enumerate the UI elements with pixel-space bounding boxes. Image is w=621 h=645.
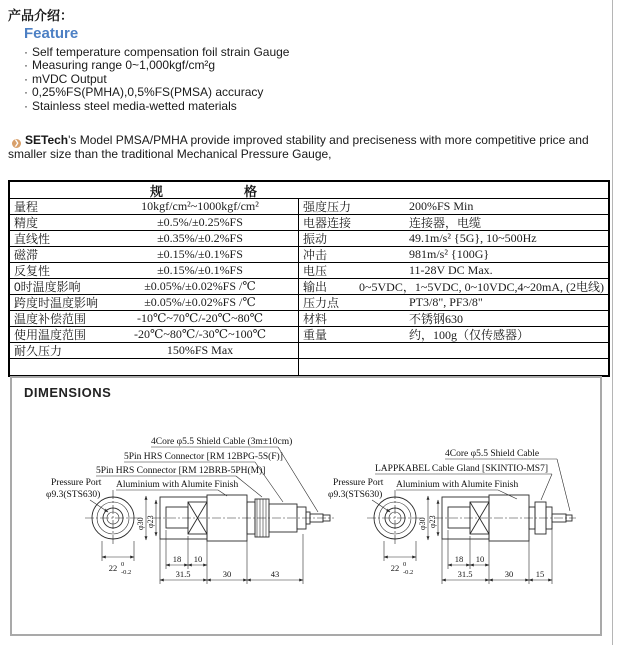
- spec-table-header: [10, 182, 608, 199]
- dim-43: 43: [270, 569, 280, 579]
- spec-right-value: 49.1m/s² {5G}, 10~500Hz: [409, 231, 537, 245]
- dim-flat: 22: [390, 563, 400, 573]
- spec-table: [8, 180, 610, 377]
- spec-table-row: [10, 231, 608, 247]
- page-edge-divider: [612, 0, 613, 645]
- note-text: 's Model PMSA/PMHA provide improved stability and preciseness with more competitive price and smaller size than the traditional Mechanical Pressure Gauge,: [8, 133, 589, 161]
- label-connector-f: 5Pin HRS Connector [RM 12BPG-5S(F)]: [124, 452, 283, 462]
- feature-item: [24, 59, 584, 72]
- feature-item-text: mVDC Output: [32, 71, 107, 86]
- spec-cell-left: [10, 231, 299, 246]
- spec-cell-left: [10, 311, 299, 326]
- dim-18: 18: [172, 554, 182, 564]
- spec-left-value: -20℃~80℃/-30℃~100℃: [133, 327, 266, 341]
- drawing-left: [46, 436, 334, 584]
- label-cable-gland: LAPPKABEL Cable Gland [SKINTIO-MS7]: [375, 464, 549, 474]
- spec-table-row: [10, 311, 608, 327]
- label-port-dia: φ9.3(STS630): [328, 490, 383, 500]
- spec-right-label: 电器连接: [303, 216, 352, 230]
- dim-tol-dn: -0.2: [121, 569, 132, 576]
- spec-left-label: 反复性: [14, 264, 51, 278]
- feature-heading: Feature: [24, 25, 79, 42]
- spec-cell-right: [299, 231, 608, 246]
- spec-left-value: -10℃~70℃/-20℃~80℃: [136, 311, 263, 325]
- spec-cell-right: [299, 343, 608, 358]
- feature-list: [24, 46, 584, 113]
- spec-cell-left: [10, 247, 299, 262]
- spec-header-char1: 规: [150, 183, 164, 199]
- spec-table-row: [10, 215, 608, 231]
- spec-left-value: 150%FS Max: [166, 343, 234, 357]
- spec-left-value: ±0.5%/±0.25%FS: [157, 215, 243, 229]
- spec-left-label: 量程: [14, 200, 39, 214]
- spec-left-label: 直线性: [14, 232, 51, 246]
- dim-dia23: φ23: [428, 515, 437, 528]
- spec-cell-left: [10, 295, 299, 310]
- feature-item-text: Stainless steel media-wetted materials: [32, 98, 237, 113]
- spec-cell-left: [10, 343, 299, 358]
- dim-dia30: φ30: [136, 517, 145, 530]
- spec-left-label: 跨度时温度影响: [14, 296, 99, 310]
- spec-right-value: PT3/8", PF3/8": [409, 295, 483, 309]
- spec-right-value: 约，100g（仅传感器）: [409, 328, 530, 342]
- spec-right-value: 不锈钢630: [409, 312, 464, 326]
- drawing-right: [328, 449, 576, 584]
- spec-cell-right: [299, 311, 608, 326]
- spec-cell-left: [10, 199, 299, 214]
- spec-left-value: ±0.35%/±0.2%FS: [157, 231, 243, 245]
- dim-flat: 22: [108, 563, 118, 573]
- dim-tol-up: 0: [403, 561, 407, 568]
- spec-right-value: 11-28V DC Max.: [409, 263, 493, 277]
- spec-left-label: 磁滞: [14, 248, 39, 262]
- spec-right-label: 冲击: [303, 248, 328, 262]
- label-material: Aluminium with Alumite Finish: [116, 480, 239, 490]
- dim-18: 18: [454, 554, 464, 564]
- spec-table-row: [10, 279, 608, 295]
- dim-31-5: 31.5: [457, 569, 473, 579]
- spec-table-row: [10, 263, 608, 279]
- dim-tol-up: 0: [121, 561, 125, 568]
- page-title: 产品介绍：: [8, 8, 74, 23]
- spec-right-value: 200%FS Min: [409, 199, 474, 213]
- brand-note: [8, 134, 608, 162]
- spec-table-body: [10, 199, 608, 375]
- note-bullet-icon: ❯: [13, 139, 20, 147]
- dim-10: 10: [475, 554, 485, 564]
- spec-left-value: 10kgf/cm²~1000kgf/cm²: [141, 199, 259, 213]
- spec-cell-right: [299, 199, 608, 214]
- spec-table-row: [10, 295, 608, 311]
- spec-left-value: ±0.15%/±0.1%FS: [157, 263, 243, 277]
- spec-cell-left: [10, 359, 299, 375]
- feature-item: [24, 73, 584, 86]
- label-material: Aluminium with Alumite Finish: [396, 480, 519, 490]
- spec-table-row: [10, 199, 608, 215]
- bullet-dot: ·: [24, 45, 28, 59]
- spec-table-row: [10, 327, 608, 343]
- dimension-drawings: [12, 378, 600, 634]
- spec-left-value: ±0.05%/±0.02%FS /℃: [144, 279, 256, 293]
- spec-right-label: 压力点: [303, 296, 340, 310]
- feature-item-text: 0,25%FS(PMHA),0,5%FS(PMSA) accuracy: [32, 85, 264, 100]
- spec-right-label: 电压: [303, 264, 328, 278]
- spec-left-label: 耐久压力: [14, 344, 63, 358]
- spec-right-label: 输出: [303, 280, 328, 294]
- label-port-dia: φ9.3(STS630): [46, 490, 101, 500]
- spec-left-label: 精度: [14, 216, 39, 230]
- dim-10: 10: [193, 554, 203, 564]
- feature-item: [24, 100, 584, 113]
- spec-right-value: 0~5VDC，1~5VDC, 0~10VDC,4~20mA, (2电线): [359, 280, 604, 294]
- spec-left-label: 0时温度影响: [14, 280, 81, 294]
- bullet-dot: ·: [24, 85, 28, 100]
- dim-dia23: φ23: [146, 515, 155, 528]
- spec-cell-right: [299, 263, 608, 278]
- spec-cell-right: [299, 327, 608, 342]
- label-shield-cable: 4Core φ5.5 Shield Cable (3m±10cm): [151, 437, 293, 447]
- spec-table-row: [10, 247, 608, 263]
- bullet-dot: ·: [24, 71, 28, 86]
- label-connector-m: 5Pin HRS Connector [RM 12BRB-5PH(M)]: [96, 466, 266, 476]
- bullet-dot: ·: [24, 98, 28, 113]
- spec-left-value: ±0.15%/±0.1%FS: [157, 247, 243, 261]
- spec-cell-right: [299, 247, 608, 262]
- spec-cell-right: [299, 215, 608, 230]
- spec-cell-left: [10, 263, 299, 278]
- dim-30: 30: [222, 569, 232, 579]
- spec-right-value: 981m/s² {100G}: [409, 247, 490, 261]
- label-pressure-port: Pressure Port: [51, 478, 102, 488]
- spec-table-row: [10, 343, 608, 359]
- spec-right-label: 振动: [303, 232, 328, 246]
- dim-31-5: 31.5: [175, 569, 191, 579]
- feature-item: [24, 86, 584, 99]
- feature-item-text: Measuring range 0~1,000kgf/cm²g: [32, 58, 216, 73]
- spec-cell-left: [10, 327, 299, 342]
- spec-right-label: 材料: [303, 312, 328, 326]
- spec-left-label: 使用温度范围: [14, 328, 87, 342]
- label-shield-cable: 4Core φ5.5 Shield Cable: [445, 449, 540, 459]
- spec-cell-left: [10, 215, 299, 230]
- spec-cell-right: [299, 279, 608, 294]
- spec-table-row: [10, 359, 608, 375]
- dim-tol-dn: -0.2: [403, 569, 414, 576]
- spec-cell-left: [10, 279, 299, 294]
- spec-right-label: 强度压力: [303, 200, 352, 214]
- feature-item-text: Self temperature compensation foil strain Gauge: [32, 45, 290, 59]
- dim-30: 30: [504, 569, 514, 579]
- spec-right-label: 重量: [303, 328, 328, 342]
- spec-left-label: 温度补偿范围: [14, 312, 87, 326]
- spec-left-value: ±0.05%/±0.02%FS /℃: [144, 295, 256, 309]
- brand-name: SETech: [25, 133, 69, 147]
- spec-cell-right: [299, 359, 608, 375]
- spec-right-value: 连接器，电缆: [409, 216, 482, 230]
- bullet-dot: ·: [24, 58, 28, 73]
- label-pressure-port: Pressure Port: [333, 478, 384, 488]
- spec-cell-right: [299, 295, 608, 310]
- dimensions-heading: DIMENSIONS: [24, 385, 112, 400]
- dim-15: 15: [535, 569, 545, 579]
- spec-header-char2: 格: [244, 183, 258, 199]
- dimensions-panel: [10, 376, 602, 636]
- feature-item: [24, 46, 584, 59]
- dim-dia30: φ30: [418, 517, 427, 530]
